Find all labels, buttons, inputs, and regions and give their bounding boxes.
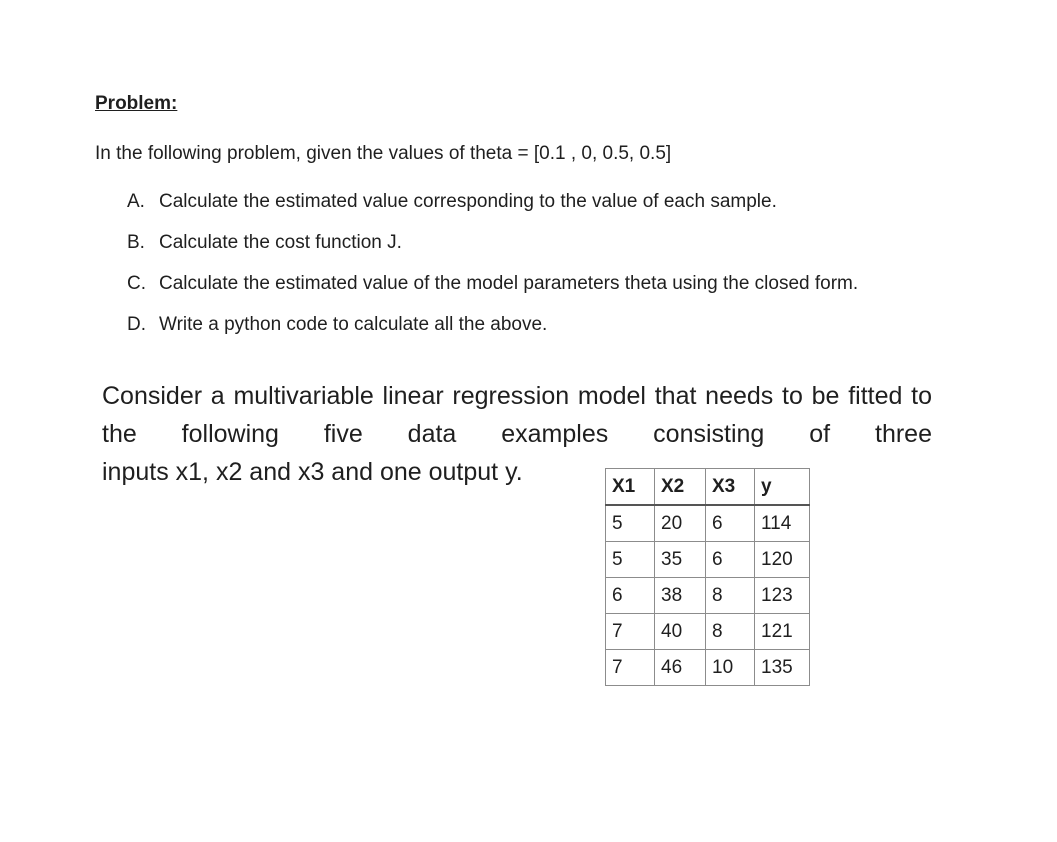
table-row xyxy=(606,650,810,686)
scenario-text-main: Consider a multivariable linear regression model that needs to be fitted to the following five data examples consisting of three xyxy=(102,382,932,448)
table-cell: 8 xyxy=(706,614,755,650)
table-row xyxy=(606,578,810,614)
scenario-text-last: inputs x1, x2 and x3 and one output y. xyxy=(102,458,523,486)
task-item xyxy=(127,310,927,339)
column-header-x1: X1 xyxy=(606,469,655,506)
table-cell: 6 xyxy=(706,505,755,542)
column-header-x2: X2 xyxy=(655,469,706,506)
table-header-row xyxy=(606,469,810,506)
table-cell: 6 xyxy=(706,542,755,578)
table-cell: 46 xyxy=(655,650,706,686)
task-letter: B. xyxy=(127,232,145,253)
problem-intro: In the following problem, given the values of theta = [0.1 , 0, 0.5, 0.5] xyxy=(95,143,672,164)
task-list xyxy=(127,187,927,351)
task-text: Calculate the cost function J. xyxy=(159,232,402,253)
task-item xyxy=(127,228,927,257)
task-letter: A. xyxy=(127,191,145,212)
table-row xyxy=(606,614,810,650)
table-cell: 8 xyxy=(706,578,755,614)
table-cell: 7 xyxy=(606,650,655,686)
table-cell: 114 xyxy=(755,505,810,542)
table-row xyxy=(606,505,810,542)
table-cell: 7 xyxy=(606,614,655,650)
column-header-x3: X3 xyxy=(706,469,755,506)
table-cell: 123 xyxy=(755,578,810,614)
table-row xyxy=(606,542,810,578)
problem-heading: Problem: xyxy=(95,93,178,114)
table-cell: 5 xyxy=(606,505,655,542)
table-cell: 120 xyxy=(755,542,810,578)
task-text: Calculate the estimated value of the model parameters theta using the closed form. xyxy=(159,273,859,294)
table-cell: 121 xyxy=(755,614,810,650)
table-cell: 35 xyxy=(655,542,706,578)
task-text: Calculate the estimated value corresponding to the value of each sample. xyxy=(159,191,777,212)
column-header-y: y xyxy=(755,469,810,506)
task-item xyxy=(127,187,927,216)
task-item xyxy=(127,269,927,298)
table-cell: 5 xyxy=(606,542,655,578)
task-text: Write a python code to calculate all the above. xyxy=(159,314,548,335)
table-cell: 20 xyxy=(655,505,706,542)
data-table xyxy=(605,468,810,686)
table-cell: 38 xyxy=(655,578,706,614)
table-cell: 6 xyxy=(606,578,655,614)
table-cell: 40 xyxy=(655,614,706,650)
task-letter: C. xyxy=(127,273,146,294)
task-letter: D. xyxy=(127,314,146,335)
table-cell: 135 xyxy=(755,650,810,686)
table-cell: 10 xyxy=(706,650,755,686)
